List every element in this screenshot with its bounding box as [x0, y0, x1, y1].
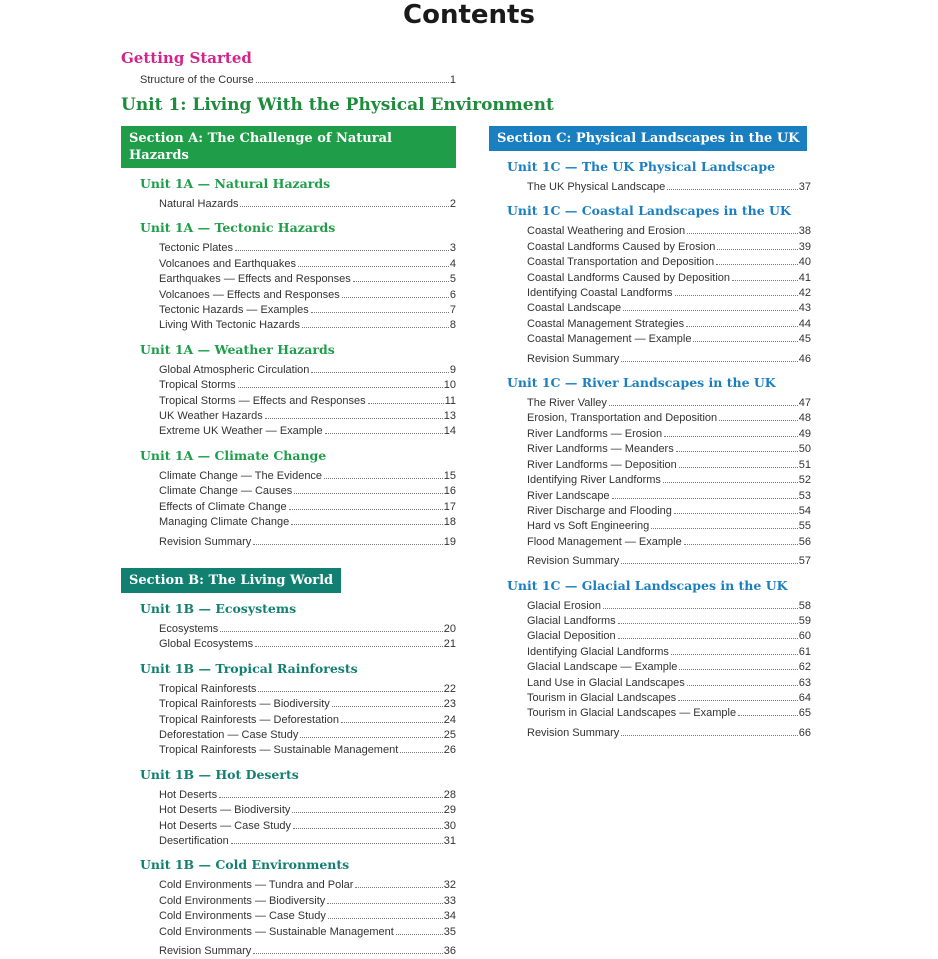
toc-entry[interactable]: [159, 834, 456, 849]
entry-title: Tropical Rainforests — Sustainable Management: [159, 744, 399, 757]
entry-page: 28: [443, 788, 456, 801]
toc-entry[interactable]: [527, 255, 811, 270]
dot-leader: [716, 264, 798, 265]
dot-leader: [342, 297, 449, 298]
entry-page: 64: [798, 691, 811, 704]
entry-page: 55: [798, 520, 811, 533]
dot-leader: [396, 934, 443, 935]
entry-page: 5: [449, 273, 456, 286]
dot-leader: [298, 266, 449, 267]
entry-title: Identifying River Landforms: [527, 474, 661, 487]
entry-title: Revision Summary: [159, 945, 252, 957]
dot-leader: [311, 312, 449, 313]
getting-started-entries: [140, 73, 456, 88]
entry-title: River Discharge and Flooding: [527, 504, 672, 517]
entry-page: 36: [443, 945, 456, 957]
dot-leader: [687, 233, 798, 234]
toc-entry[interactable]: [159, 272, 456, 287]
entry-page: 45: [798, 333, 811, 346]
toc-entry[interactable]: [527, 599, 811, 614]
entry-list: [159, 878, 456, 959]
entry-title: Erosion, Transportation and Deposition: [527, 412, 718, 425]
toc-entry[interactable]: [159, 728, 456, 743]
unit-heading: Unit 1C — River Landscapes in the UK: [507, 375, 776, 391]
dot-leader: [603, 608, 798, 609]
toc-entry[interactable]: [527, 271, 811, 286]
dot-leader: [300, 737, 442, 738]
toc-entry[interactable]: [159, 318, 456, 333]
revision-summary-entry[interactable]: [527, 352, 811, 367]
entry-page: 21: [443, 638, 456, 651]
entry-title: Tectonic Hazards — Examples: [159, 304, 309, 317]
toc-entry[interactable]: [527, 660, 811, 675]
entry-title: Coastal Landforms Caused by Deposition: [527, 271, 731, 284]
entry-title: Managing Climate Change: [159, 516, 290, 529]
toc-entry[interactable]: [159, 363, 456, 378]
toc-entry[interactable]: [527, 224, 811, 239]
entry-page: 58: [798, 599, 811, 612]
toc-entry[interactable]: [159, 484, 456, 499]
toc-entry[interactable]: [527, 473, 811, 488]
entry-page: 30: [443, 819, 456, 832]
entry-page: 32: [443, 879, 456, 892]
dot-leader: [324, 478, 443, 479]
entry-page: 50: [798, 443, 811, 456]
entry-title: Revision Summary: [527, 726, 620, 739]
toc-entry[interactable]: [527, 504, 811, 519]
dot-leader: [693, 341, 797, 342]
entry-page: 29: [443, 804, 456, 817]
entry-title: Revision Summary: [527, 555, 620, 568]
unit-heading: Unit 1B — Cold Environments: [140, 857, 350, 873]
entry-title: Identifying Coastal Landforms: [527, 287, 673, 300]
entry-page: 6: [449, 288, 456, 301]
entry-title: Glacial Deposition: [527, 630, 616, 643]
entry-title: Ecosystems: [159, 622, 219, 635]
section-c-banner: Section C: Physical Landscapes in the UK: [489, 126, 807, 151]
toc-entry[interactable]: [159, 788, 456, 803]
toc-entry[interactable]: [527, 332, 811, 347]
entry-title: Revision Summary: [527, 352, 620, 365]
toc-entry[interactable]: [159, 409, 456, 424]
toc-entry[interactable]: [527, 458, 811, 473]
entry-title: Glacial Landforms: [527, 614, 616, 627]
entry-page: 15: [443, 469, 456, 482]
entry-page: 24: [443, 713, 456, 726]
toc-entry[interactable]: [527, 180, 811, 195]
entry-page: 56: [798, 535, 811, 548]
dot-leader: [679, 467, 798, 468]
dot-leader: [219, 797, 443, 798]
section-b-units: [121, 600, 456, 959]
entry-title: Deforestation — Case Study: [159, 728, 299, 741]
dot-leader: [253, 544, 442, 545]
dot-leader: [332, 706, 443, 707]
entry-list: [159, 469, 456, 550]
entry-title: Living With Tectonic Hazards: [159, 319, 301, 332]
entry-page: 37: [798, 181, 811, 193]
revision-summary-entry[interactable]: [159, 535, 456, 550]
dot-leader: [674, 513, 798, 514]
entry-page: 7: [449, 304, 456, 317]
entry-title: Land Use in Glacial Landscapes: [527, 676, 685, 689]
entry-page: 43: [798, 302, 811, 315]
dot-leader: [328, 918, 443, 919]
entry-list: [159, 197, 456, 212]
dot-leader: [676, 451, 798, 452]
entry-page: 20: [443, 622, 456, 635]
entry-page: 54: [798, 504, 811, 517]
entry-title: Tropical Rainforests — Biodiversity: [159, 698, 330, 711]
entry-list: [527, 396, 811, 569]
toc-entry[interactable]: [527, 691, 811, 706]
revision-summary-entry[interactable]: [159, 944, 456, 959]
dot-leader: [618, 623, 798, 624]
entry-page: 49: [798, 427, 811, 440]
entry-page: 53: [798, 489, 811, 502]
toc-entry[interactable]: [527, 519, 811, 534]
dot-leader: [341, 722, 443, 723]
toc-entry[interactable]: [159, 424, 456, 439]
toc-entry[interactable]: [527, 396, 811, 411]
dot-leader: [353, 281, 449, 282]
entry-title: Structure of the Course: [140, 74, 254, 86]
toc-entry[interactable]: [159, 803, 456, 818]
entry-page: 35: [443, 925, 456, 938]
dot-leader: [255, 646, 443, 647]
entry-title: Global Atmospheric Circulation: [159, 363, 310, 376]
toc-entry[interactable]: [159, 697, 456, 712]
toc-entry[interactable]: [159, 682, 456, 697]
entry-title: Cold Environments — Tundra and Polar: [159, 879, 354, 892]
toc-entry[interactable]: [159, 713, 456, 728]
toc-entry[interactable]: [527, 442, 811, 457]
entry-title: Tectonic Plates: [159, 242, 233, 255]
dot-leader: [623, 310, 798, 311]
dot-leader: [717, 249, 797, 250]
entry-title: Coastal Weathering and Erosion: [527, 225, 686, 238]
entry-title: Tropical Storms: [159, 379, 236, 392]
dot-leader: [238, 387, 443, 388]
dot-leader: [663, 482, 798, 483]
entry-page: 66: [798, 726, 811, 739]
toc-entry[interactable]: [527, 286, 811, 301]
entry-title: Global Ecosystems: [159, 638, 254, 651]
dot-leader: [732, 280, 798, 281]
entry-title: Cold Environments — Biodiversity: [159, 894, 326, 907]
dot-leader: [684, 544, 798, 545]
dot-leader: [291, 524, 443, 525]
section-c-units: [489, 158, 811, 741]
dot-leader: [311, 372, 448, 373]
toc-entry[interactable]: [159, 241, 456, 256]
toc-entry[interactable]: [159, 637, 456, 652]
unit-heading: Unit 1A — Natural Hazards: [140, 176, 331, 191]
entry-page: 17: [443, 500, 456, 513]
right-column: [489, 126, 811, 741]
entry-title: Extreme UK Weather — Example: [159, 425, 323, 438]
toc-entry[interactable]: [159, 257, 456, 272]
entry-page: 10: [443, 379, 456, 392]
dot-leader: [258, 691, 442, 692]
entry-page: 61: [798, 645, 811, 658]
entry-title: Glacial Landscape — Example: [527, 661, 678, 674]
entry-page: 14: [443, 425, 456, 438]
entry-page: 11: [444, 394, 456, 407]
dot-leader: [235, 250, 449, 251]
dot-leader: [675, 295, 798, 296]
section-a-banner: Section A: The Challenge of Natural Hazards: [121, 126, 456, 168]
entry-list: [159, 622, 456, 653]
entry-page: 8: [449, 319, 456, 332]
entry-page: 39: [798, 240, 811, 253]
entry-title: Volcanoes and Earthquakes: [159, 257, 296, 270]
toc-entry[interactable]: [159, 878, 456, 893]
dot-leader: [609, 405, 798, 406]
entry-title: UK Weather Hazards: [159, 410, 263, 423]
entry-page: 16: [443, 485, 456, 498]
entry-page: 46: [798, 352, 811, 365]
toc-entry[interactable]: [159, 378, 456, 393]
entry-page: 25: [443, 728, 456, 741]
toc-entry[interactable]: [527, 489, 811, 504]
dot-leader: [738, 715, 798, 716]
entry-list: [159, 788, 456, 850]
dot-leader: [612, 498, 798, 499]
entry-page: 52: [798, 474, 811, 487]
entry-page: 40: [798, 256, 811, 269]
entry-title: Tropical Rainforests — Deforestation: [159, 713, 339, 726]
toc-entry[interactable]: [527, 427, 811, 442]
section-a-units: [121, 175, 456, 550]
dot-leader: [289, 509, 443, 510]
dot-leader: [678, 700, 798, 701]
entry-title: Glacial Erosion: [527, 599, 601, 612]
unit-heading: Unit 1A — Climate Change: [140, 447, 327, 463]
entry-page: 26: [443, 744, 456, 757]
entry-title: Revision Summary: [159, 535, 252, 548]
entry-page: 3: [449, 242, 456, 255]
toc-entry[interactable]: [159, 394, 456, 409]
entry-list: [159, 682, 456, 759]
entry-page: 2: [449, 198, 456, 210]
toc-entry[interactable]: [527, 240, 811, 255]
toc-entry[interactable]: [527, 629, 811, 644]
toc-entry[interactable]: [159, 288, 456, 303]
entry-title: River Landforms — Meanders: [527, 443, 674, 456]
dot-leader: [671, 654, 798, 655]
entry-title: Climate Change — The Evidence: [159, 469, 323, 482]
unit-heading: Unit 1C — Glacial Landscapes in the UK: [507, 577, 788, 593]
dot-leader: [355, 887, 442, 888]
entry-list: [159, 363, 456, 440]
entry-title: Desertification: [159, 834, 229, 847]
unit-heading: Unit 1A — Tectonic Hazards: [140, 220, 336, 236]
dot-leader: [292, 812, 442, 813]
entry-page: 41: [798, 271, 811, 284]
unit-heading: Unit 1B — Tropical Rainforests: [140, 660, 358, 676]
dot-leader: [294, 493, 442, 494]
entry-page: 48: [798, 412, 811, 425]
dot-leader: [621, 361, 797, 362]
dot-leader: [719, 420, 798, 421]
dot-leader: [618, 638, 798, 639]
entry-title: The UK Physical Landscape: [527, 181, 666, 193]
toc-entry[interactable]: [159, 515, 456, 530]
dot-leader: [621, 735, 797, 736]
dot-leader: [368, 403, 444, 404]
entry-title: Earthquakes — Effects and Responses: [159, 273, 351, 286]
dot-leader: [293, 828, 443, 829]
entry-title: River Landforms — Deposition: [527, 458, 677, 471]
unit-heading: Unit 1C — Coastal Landscapes in the UK: [507, 203, 791, 219]
entry-title: Effects of Climate Change: [159, 500, 287, 513]
dot-leader: [651, 528, 797, 529]
toc-entry[interactable]: [159, 500, 456, 515]
left-column: [121, 126, 456, 959]
entry-page: 51: [798, 458, 811, 471]
entry-title: Coastal Transportation and Deposition: [527, 256, 715, 269]
entry-page: 9: [449, 363, 456, 376]
entry-title: River Landscape: [527, 489, 610, 502]
unit-heading: Unit 1B — Hot Deserts: [140, 766, 299, 782]
toc-entry[interactable]: [527, 317, 811, 332]
entry-page: 63: [798, 676, 811, 689]
entry-page: 34: [443, 910, 456, 923]
entry-page: 42: [798, 287, 811, 300]
entry-title: Identifying Glacial Landforms: [527, 645, 669, 658]
toc-entry[interactable]: [159, 469, 456, 484]
getting-started-heading: Getting Started: [121, 49, 252, 67]
entry-title: Natural Hazards: [159, 198, 239, 210]
page-title: Contents: [403, 0, 535, 30]
entry-title: Tropical Rainforests: [159, 682, 257, 695]
entry-list: [527, 224, 811, 367]
entry-title: Tourism in Glacial Landscapes — Example: [527, 707, 737, 720]
entry-page: 57: [798, 555, 811, 568]
toc-entry[interactable]: [527, 645, 811, 660]
entry-title: Hot Deserts: [159, 788, 218, 801]
entry-title: Tropical Storms — Effects and Responses: [159, 394, 366, 407]
section-b-banner: Section B: The Living World: [121, 568, 341, 593]
dot-leader: [679, 669, 797, 670]
toc-entry[interactable]: [527, 706, 811, 721]
entry-title: River Landforms — Erosion: [527, 427, 663, 440]
dot-leader: [231, 843, 443, 844]
entry-title: Hot Deserts — Biodiversity: [159, 804, 291, 817]
entry-title: Cold Environments — Sustainable Management: [159, 925, 394, 938]
entry-title: Coastal Management Strategies: [527, 317, 685, 330]
entry-title: Hard vs Soft Engineering: [527, 520, 650, 533]
unit-1-heading: Unit 1: Living With the Physical Environment: [121, 95, 554, 115]
entry-page: 23: [443, 698, 456, 711]
entry-page: 31: [443, 834, 456, 847]
entry-title: Coastal Landforms Caused by Erosion: [527, 240, 716, 253]
toc-entry[interactable]: [527, 411, 811, 426]
dot-leader: [686, 326, 798, 327]
entry-page: 44: [798, 317, 811, 330]
revision-summary-entry[interactable]: [527, 554, 811, 569]
revision-summary-entry[interactable]: [527, 726, 811, 741]
dot-leader: [220, 631, 442, 632]
toc-entry[interactable]: [159, 622, 456, 637]
entry-page: 19: [443, 535, 456, 548]
entry-title: Coastal Landscape: [527, 302, 622, 315]
dot-leader: [240, 206, 448, 207]
entry-page: 33: [443, 894, 456, 907]
entry-page: 1: [449, 74, 456, 86]
entry-page: 65: [798, 707, 811, 720]
entry-page: 62: [798, 661, 811, 674]
toc-entry[interactable]: [159, 303, 456, 318]
entry-title: Cold Environments — Case Study: [159, 910, 326, 923]
entry-page: 18: [443, 516, 456, 529]
entry-title: Coastal Management — Example: [527, 333, 692, 346]
dot-leader: [667, 189, 798, 190]
dot-leader: [400, 752, 442, 753]
entry-page: 60: [798, 630, 811, 643]
entry-title: Climate Change — Causes: [159, 485, 293, 498]
toc-entry[interactable]: [527, 301, 811, 316]
dot-leader: [664, 436, 798, 437]
dot-leader: [265, 418, 443, 419]
entry-title: Hot Deserts — Case Study: [159, 819, 292, 832]
toc-entry[interactable]: [159, 819, 456, 834]
entry-page: 4: [449, 257, 456, 270]
entry-list: [527, 180, 811, 195]
dot-leader: [621, 563, 797, 564]
entry-list: [159, 241, 456, 333]
entry-page: 38: [798, 225, 811, 238]
dot-leader: [302, 327, 449, 328]
toc-entry[interactable]: [527, 535, 811, 550]
toc-entry[interactable]: [527, 614, 811, 629]
dot-leader: [253, 953, 442, 954]
dot-leader: [325, 433, 443, 434]
dot-leader: [256, 82, 449, 83]
entry-page: 59: [798, 614, 811, 627]
unit-heading: Unit 1C — The UK Physical Landscape: [507, 159, 776, 174]
toc-entry[interactable]: [159, 197, 456, 212]
entry-page: 13: [443, 410, 456, 423]
entry-title: Volcanoes — Effects and Responses: [159, 288, 340, 301]
toc-entry[interactable]: [140, 73, 456, 88]
entry-list: [527, 599, 811, 742]
unit-heading: Unit 1A — Weather Hazards: [140, 341, 335, 357]
toc-entry[interactable]: [159, 743, 456, 758]
dot-leader: [687, 685, 798, 686]
entry-page: 22: [443, 682, 456, 695]
entry-title: Flood Management — Example: [527, 535, 682, 548]
entry-title: Tourism in Glacial Landscapes: [527, 691, 677, 704]
toc-entry[interactable]: [159, 909, 456, 924]
unit-heading: Unit 1B — Ecosystems: [140, 600, 297, 616]
dot-leader: [327, 903, 442, 904]
toc-entry[interactable]: [159, 894, 456, 909]
toc-entry[interactable]: [527, 676, 811, 691]
entry-title: The River Valley: [527, 397, 607, 410]
entry-page: 47: [798, 397, 811, 410]
